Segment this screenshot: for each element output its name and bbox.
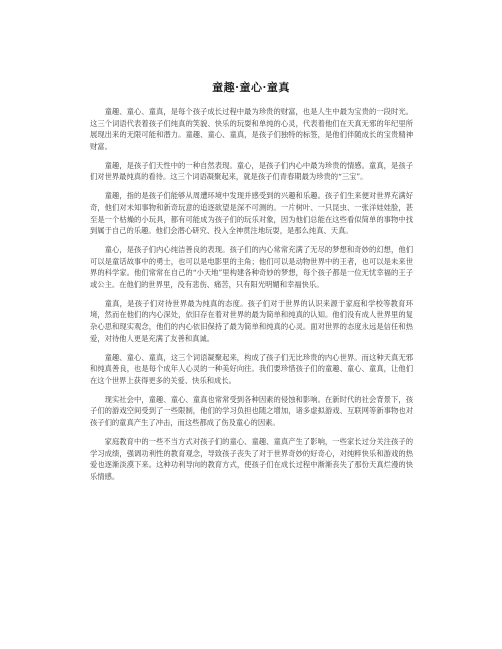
paragraph: 童真，是孩子们对待世界最为纯真的态度。孩子们对于世界的认识来源于家庭和学校等教育环境，然而在他们的内心深处，依旧存在着对世界的最为简单和纯真的认知。他们没有成人世界里的复杂心思和现实观念，他们的内心依旧保持了最为简单和纯真的心灵。面对世界的态度永远是信任和热爱，对待他人更是充满了友善和真诚。	[90, 298, 413, 343]
paragraph: 家庭教育中的一些不当方式对孩子们的童心、童趣、童真产生了影响，一些家长过分关注孩子的学习成绩，强调功利性的教育观念，导致孩子丧失了对于世界奇妙的好奇心，对纯粹快乐和游戏的热爱也逐渐淡漠下来。这种功利导向的教育方式，使孩子们在成长过程中渐渐丧失了那份天真烂漫的快乐情感。	[90, 436, 413, 481]
paragraph: 现实社会中，童趣、童心、童真也常常受到各种因素的侵蚀和影响。在新时代的社会背景下，孩子们的游戏空间受到了一些限制，他们的学习负担也随之增加，诸多虚拟游戏、互联网等新事物也对孩子们的童真产生了冲击，而这些都成了伤及童心的因素。	[90, 394, 413, 427]
paragraph: 童趣、童心、童真，是每个孩子成长过程中最为珍贵的财富，也是人生中最为宝贵的一段时光。这三个词语代表着孩子们纯真的笑貌、快乐的玩耍和单纯的心灵，代表着他们在天真无邪的年纪里所展现出来的无限可能和潜力。童趣、童心、童真，是孩子们独特的标签，是他们伴随成长的宝贵精神财富。	[90, 107, 413, 151]
paragraph: 童心，是孩子们内心纯洁善良的表现。孩子们的内心常常充满了无尽的梦想和奇妙的幻想，他们可以是童话故事中的勇士，也可以是电影里的主角；他们可以是动物世界中的王者，也可以是未来世界的科学家。他们常常在自己的“小天地”里构建各种奇妙的梦想，每个孩子都是一位无忧幸福的王子或公主。在他们的世界里，没有悲伤、痛苦，只有阳光明媚和幸福快乐。	[90, 245, 413, 289]
document-title: 童趣·童心·童真	[212, 81, 290, 94]
paragraph: 童趣，是孩子们天性中的一种自然表现。童心，是孩子们内心中最为珍贵的情感。童真，是孩子们对世界最纯真的看待。这三个词语凝聚起来，就是孩子们青春期最为珍贵的“三宝”。	[90, 160, 413, 182]
paragraph: 童趣、童心、童真，这三个词语凝聚起来，构成了孩子们无比珍贵的内心世界。而这种天真无邪和纯真善良，也是每个成年人心灵的一种美好向往。我们要珍惜孩子们的童趣、童心、童真，让他们在这个世界上获得更多的关爱、快乐和成长。	[90, 352, 413, 385]
document-body	[90, 106, 413, 490]
paragraph: 童趣，指的是孩子们能够从周遭环境中发现并感受到的兴趣和乐趣。孩子们生来便对世界充满好奇，他们对未知事物和新奇玩意的追逐欲望是深不可测的。一片树叶、一只昆虫、一张洋娃娃脸，甚至是一个枯燥的小玩具，都有可能成为孩子们的玩乐对象，因为他们总能在这些看似简单的事物中找到属于自己的乐趣。他们会潜心研究、投入全神贯注地玩耍，是那么纯真、天真。	[90, 191, 413, 236]
